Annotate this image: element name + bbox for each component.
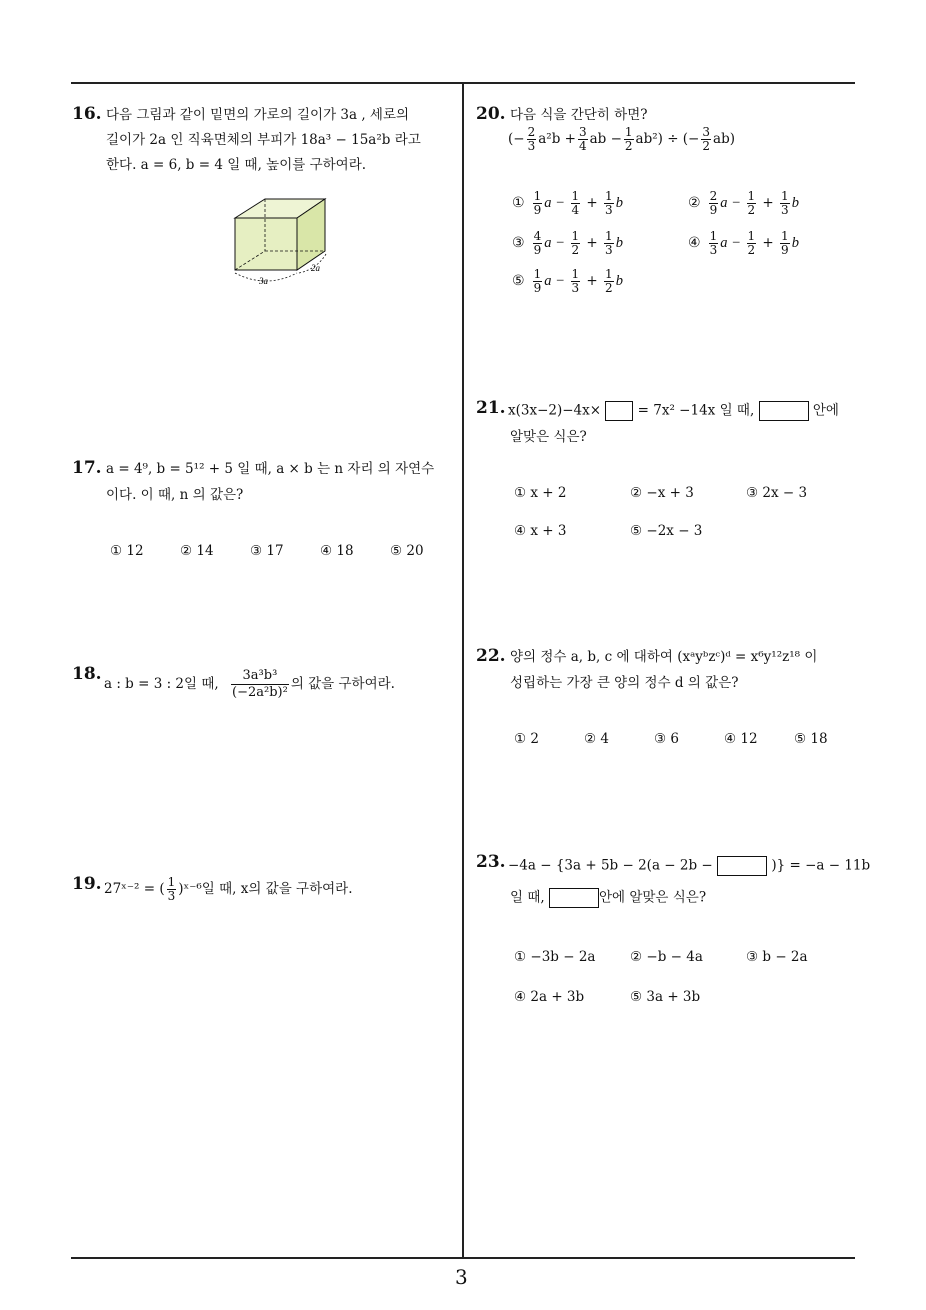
question-22-choice-3[interactable]: ③ 6	[654, 731, 679, 747]
question-20-choice-2[interactable]	[688, 190, 799, 217]
question-17-line-2: 이다. 이 때, n 의 값은?	[106, 487, 244, 503]
choice-text: +	[758, 235, 779, 251]
question-20-choice-4[interactable]	[688, 230, 799, 257]
frac-d: 3	[527, 139, 536, 153]
frac-n: 1	[605, 267, 613, 281]
question-23-choice-1[interactable]: ① −3b − 2a	[514, 949, 596, 965]
question-21-choice-3[interactable]: ③ 2x − 3	[746, 485, 808, 501]
question-21-choice-1[interactable]: ① x + 2	[514, 485, 567, 501]
question-18-fraction	[231, 668, 289, 701]
question-21-line-1	[508, 401, 839, 421]
frac-d: 3	[605, 203, 613, 217]
question-23-blank-box-ref	[549, 888, 599, 908]
choice-fraction	[533, 190, 543, 217]
choice-fraction	[571, 268, 581, 295]
choice-mark: ①	[512, 195, 525, 211]
question-19-expression	[104, 876, 353, 903]
expr-part: ab)	[713, 131, 735, 147]
question-19-prefix: 27ˣ⁻² = (	[104, 881, 165, 897]
question-21-choice-2[interactable]: ② −x + 3	[630, 485, 694, 501]
choice-text: b	[615, 235, 623, 251]
question-23-line2-post: 안에 알맞은 식은?	[598, 889, 707, 906]
choice-fraction	[604, 230, 614, 257]
question-23-line-1	[508, 856, 870, 876]
frac-n: 1	[605, 189, 613, 203]
choice-text: a −	[720, 195, 745, 211]
frac-d: 4	[578, 139, 587, 153]
frac-d: 2	[571, 243, 580, 257]
frac-n: 1	[709, 229, 718, 243]
frac-d: 2	[624, 139, 633, 153]
frac-d: 2	[747, 243, 756, 257]
choice-text: b	[791, 195, 799, 211]
column-divider	[462, 82, 464, 1258]
question-16-cuboid-figure	[225, 193, 337, 289]
question-17-number: 17.	[72, 458, 102, 478]
frac-n: 1	[624, 125, 633, 139]
choice-text: +	[582, 195, 603, 211]
choice-mark: ②	[688, 195, 701, 211]
frac-d: 9	[533, 243, 542, 257]
question-16-line-2: 길이가 2a 인 직육면체의 부피가 18a³ − 15a²b 라고	[106, 132, 421, 148]
expr-part: ab −	[589, 131, 622, 147]
question-16-line-1: 다음 그림과 같이 밑면의 가로의 길이가 3a , 세로의	[106, 107, 410, 123]
frac-d: 9	[781, 243, 789, 257]
question-23-choice-2[interactable]: ② −b − 4a	[630, 949, 703, 965]
choice-text: +	[582, 235, 603, 251]
frac-d: 2	[702, 139, 711, 153]
choice-text: a −	[544, 273, 569, 289]
question-19-fraction	[167, 876, 177, 903]
question-22-line-2: 성립하는 가장 큰 양의 정수 d 의 값은?	[510, 675, 739, 691]
page-number: 3	[455, 1265, 468, 1289]
question-17-choice-5[interactable]: ⑤ 20	[390, 543, 424, 559]
choice-mark: ⑤	[512, 273, 525, 289]
expr-fraction	[624, 126, 634, 153]
question-21-choice-5[interactable]: ⑤ −2x − 3	[630, 523, 703, 539]
question-17-choice-4[interactable]: ④ 18	[320, 543, 354, 559]
question-21-mid: = 7x² −14x 일 때,	[637, 402, 755, 419]
question-19-frac-denominator: 3	[167, 889, 176, 903]
question-22-choice-5[interactable]: ⑤ 18	[794, 731, 828, 747]
frac-n: 2	[709, 189, 718, 203]
choice-mark: ④	[688, 235, 701, 251]
frac-d: 9	[533, 203, 542, 217]
question-16-line-3: 한다. a = 6, b = 4 일 때, 높이를 구하여라.	[106, 157, 367, 173]
frac-n: 1	[571, 189, 580, 203]
frac-n: 1	[747, 189, 756, 203]
frac-d: 3	[709, 243, 718, 257]
choice-fraction	[604, 190, 614, 217]
question-20-choice-5[interactable]	[512, 268, 623, 295]
choice-text: a −	[544, 235, 569, 251]
frac-n: 1	[571, 267, 580, 281]
expr-part: a²b +	[538, 131, 576, 147]
choice-fraction	[571, 190, 581, 217]
choice-fraction	[533, 268, 543, 295]
frac-d: 3	[781, 203, 789, 217]
question-21-blank-box-ref	[759, 401, 809, 421]
question-19-suffix: )ˣ⁻⁶일 때, x의 값을 구하여라.	[178, 881, 353, 897]
question-19-frac-numerator: 1	[167, 875, 176, 889]
question-23-line2-pre: 일 때,	[510, 889, 545, 906]
frac-n: 3	[578, 125, 587, 139]
choice-fraction	[747, 190, 757, 217]
frac-n: 1	[533, 267, 542, 281]
frac-n: 1	[781, 229, 789, 243]
question-23-choice-4[interactable]: ④ 2a + 3b	[514, 989, 585, 1005]
figure-label-3a: 3a	[259, 276, 268, 286]
frac-n: 1	[605, 229, 613, 243]
question-17-choice-1[interactable]: ① 12	[110, 543, 144, 559]
choice-fraction	[747, 230, 757, 257]
choice-fraction	[709, 230, 719, 257]
question-18-numerator: 3a³b³	[231, 668, 289, 685]
question-23-number: 23.	[476, 852, 506, 872]
question-18-prefix: a : b = 3 : 2일 때,	[104, 676, 219, 692]
question-17-choice-3[interactable]: ③ 17	[250, 543, 284, 559]
question-22-choice-1[interactable]: ① 2	[514, 731, 539, 747]
question-17-line-1: a = 4⁹, b = 5¹² + 5 일 때, a × b 는 n 자리 의 자연수	[106, 461, 435, 477]
choice-text: b	[615, 273, 623, 289]
figure-label-2a: 2a	[311, 263, 320, 273]
question-18-number: 18.	[72, 664, 102, 684]
question-18-expression	[104, 668, 395, 701]
question-20-line-1: 다음 식을 간단히 하면?	[510, 107, 648, 123]
choice-fraction	[571, 230, 581, 257]
choice-text: +	[758, 195, 779, 211]
question-18-suffix: 의 값을 구하여라.	[290, 676, 395, 692]
frac-d: 2	[747, 203, 756, 217]
frac-n: 1	[571, 229, 580, 243]
choice-mark: ③	[512, 235, 525, 251]
choice-text: a −	[544, 195, 569, 211]
question-19-number: 19.	[72, 874, 102, 894]
choice-fraction	[604, 268, 614, 295]
question-20-choice-1[interactable]	[512, 190, 623, 217]
question-23-choice-3[interactable]: ③ b − 2a	[746, 949, 808, 965]
question-23-post: )} = −a − 11b	[771, 857, 871, 874]
question-18-denominator: (−2a²b)²	[232, 685, 288, 700]
choice-text: a −	[720, 235, 745, 251]
question-21-number: 21.	[476, 398, 506, 418]
question-23-line-2	[510, 888, 706, 908]
frac-n: 1	[747, 229, 756, 243]
question-23-blank-box[interactable]	[717, 856, 767, 876]
frac-d: 3	[571, 281, 580, 295]
choice-text: b	[791, 235, 799, 251]
frac-n: 1	[781, 189, 789, 203]
frac-d: 3	[605, 243, 613, 257]
question-21-post: 안에	[812, 402, 839, 419]
choice-fraction	[780, 190, 790, 217]
question-22-number: 22.	[476, 646, 506, 666]
expr-part: (−	[508, 131, 525, 147]
question-22-choice-2[interactable]: ② 4	[584, 731, 609, 747]
frac-n: 2	[527, 125, 536, 139]
question-21-pre: x(3x−2)−4x×	[508, 402, 602, 419]
frac-n: 3	[702, 125, 711, 139]
question-22-line-1: 양의 정수 a, b, c 에 대하여 (xᵃyᵇzᶜ)ᵈ = x⁶y¹²z¹⁸ 이	[510, 649, 818, 665]
question-22-choice-4[interactable]: ④ 12	[724, 731, 758, 747]
bottom-rule	[71, 1257, 855, 1259]
question-21-line-2: 알맞은 식은?	[510, 429, 587, 445]
choice-fraction	[533, 230, 543, 257]
question-20-choice-3[interactable]	[512, 230, 623, 257]
question-23-pre: −4a − {3a + 5b − 2(a − 2b −	[508, 857, 713, 874]
question-20-number: 20.	[476, 104, 506, 124]
frac-d: 9	[709, 203, 718, 217]
frac-d: 4	[571, 203, 580, 217]
frac-n: 1	[533, 189, 542, 203]
choice-text: +	[582, 273, 603, 289]
frac-d: 9	[533, 281, 542, 295]
expr-fraction	[527, 126, 537, 153]
question-21-choice-4[interactable]: ④ x + 3	[514, 523, 567, 539]
expr-fraction	[701, 126, 711, 153]
frac-n: 4	[533, 229, 542, 243]
frac-d: 2	[605, 281, 613, 295]
expr-part: ab²) ÷ (−	[635, 131, 700, 147]
question-17-choice-2[interactable]: ② 14	[180, 543, 214, 559]
question-20-expression	[508, 126, 735, 153]
question-23-choice-5[interactable]: ⑤ 3a + 3b	[630, 989, 701, 1005]
choice-fraction	[709, 190, 719, 217]
choice-text: b	[615, 195, 623, 211]
choice-fraction	[780, 230, 790, 257]
question-21-blank-box[interactable]	[605, 401, 633, 421]
question-16-number: 16.	[72, 104, 102, 124]
expr-fraction	[578, 126, 588, 153]
